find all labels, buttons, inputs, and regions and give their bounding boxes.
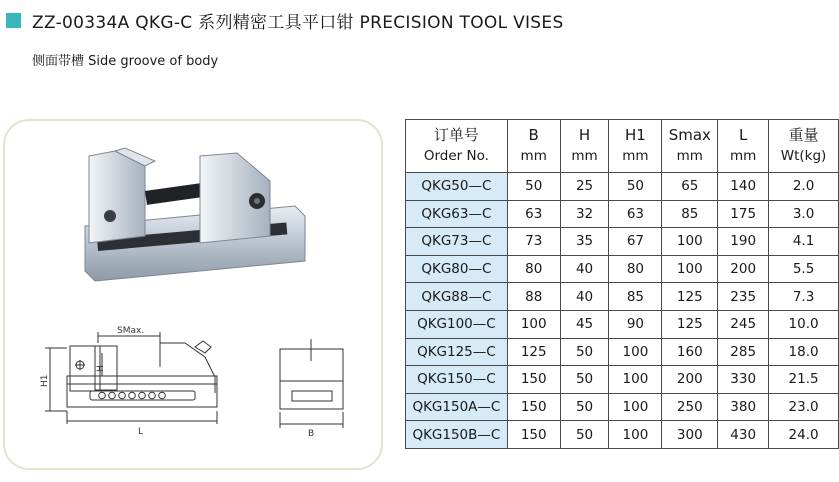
header-order-no: 订单号 Order No. [406,120,508,173]
table-cell: 4.1 [769,228,839,256]
table-cell: 24.0 [769,421,839,449]
h1-dim-label: H1 [40,374,50,387]
table-cell: 25 [560,173,609,201]
table-cell: 35 [560,228,609,256]
table-cell: 50 [560,393,609,421]
table-cell: 235 [718,283,769,311]
header-weight: 重量 Wt(kg) [769,120,839,173]
table-cell: 21.5 [769,366,839,394]
h-dim-label: H [96,365,106,372]
smax-dim-label: SMax. [117,326,145,336]
table-cell: 200 [662,366,718,394]
vise-photo [85,148,305,281]
table-row [406,173,839,201]
table-cell: 245 [718,310,769,338]
vise-illustration [5,121,381,468]
table-cell: 3.0 [769,200,839,228]
table-cell: 125 [662,310,718,338]
order-code-cell: QKG125—C [406,338,508,366]
table-row [406,393,839,421]
table-row [406,366,839,394]
table-cell: 50 [609,173,662,201]
table-cell: 2.0 [769,173,839,201]
table-cell: 100 [609,338,662,366]
table-cell: 125 [662,283,718,311]
table-cell: 100 [609,421,662,449]
table-row [406,283,839,311]
table-cell: 23.0 [769,393,839,421]
table-row [406,310,839,338]
table-cell: 50 [507,173,560,201]
spec-table [405,119,839,449]
order-code-cell: QKG88—C [406,283,508,311]
table-cell: 32 [560,200,609,228]
table-cell: 65 [662,173,718,201]
table-cell: 160 [662,338,718,366]
order-code-cell: QKG100—C [406,310,508,338]
table-cell: 300 [662,421,718,449]
table-cell: 67 [609,228,662,256]
table-cell: 18.0 [769,338,839,366]
page-title: ZZ-00334A QKG-C 系列精密工具平口钳 PRECISION TOOL VISES [32,12,564,33]
table-row [406,338,839,366]
table-row [406,200,839,228]
table-cell: 100 [609,393,662,421]
order-code-cell: QKG150A—C [406,393,508,421]
table-cell: 140 [718,173,769,201]
table-cell: 63 [609,200,662,228]
table-cell: 45 [560,310,609,338]
table-cell: 85 [662,200,718,228]
header-h1: H1 mm [609,120,662,173]
table-cell: 50 [560,421,609,449]
table-cell: 100 [609,366,662,394]
table-cell: 7.3 [769,283,839,311]
front-view-drawing [45,332,217,424]
order-code-cell: QKG73—C [406,228,508,256]
table-cell: 40 [560,255,609,283]
table-cell: 330 [718,366,769,394]
table-row [406,421,839,449]
table-cell: 73 [507,228,560,256]
table-cell: 10.0 [769,310,839,338]
header-h: H mm [560,120,609,173]
order-code-cell: QKG50—C [406,173,508,201]
table-cell: 430 [718,421,769,449]
table-cell: 50 [560,366,609,394]
table-row [406,255,839,283]
table-row [406,228,839,256]
table-cell: 80 [609,255,662,283]
table-header-row [406,120,839,173]
table-cell: 100 [662,255,718,283]
table-cell: 40 [560,283,609,311]
order-code-cell: QKG80—C [406,255,508,283]
page-subtitle: 侧面带槽 Side groove of body [32,54,219,69]
table-cell: 150 [507,366,560,394]
table-cell: 150 [507,393,560,421]
title-marker [6,13,21,28]
table-cell: 285 [718,338,769,366]
b-dim-label: B [308,429,315,439]
title-row [6,8,564,32]
table-cell: 125 [507,338,560,366]
table-cell: 90 [609,310,662,338]
l-dim-label: L [138,427,144,437]
side-view-drawing [280,339,343,428]
table-cell: 50 [560,338,609,366]
order-code-cell: QKG150B—C [406,421,508,449]
header-b: B mm [507,120,560,173]
order-code-cell: QKG63—C [406,200,508,228]
table-cell: 380 [718,393,769,421]
table-cell: 5.5 [769,255,839,283]
header-smax: Smax mm [662,120,718,173]
table-cell: 200 [718,255,769,283]
table-cell: 150 [507,421,560,449]
table-cell: 63 [507,200,560,228]
header-l: L mm [718,120,769,173]
table-cell: 100 [507,310,560,338]
table-cell: 88 [507,283,560,311]
product-image-panel [3,119,383,470]
table-cell: 80 [507,255,560,283]
table-cell: 190 [718,228,769,256]
table-cell: 85 [609,283,662,311]
table-cell: 250 [662,393,718,421]
table-cell: 175 [718,200,769,228]
table-cell: 100 [662,228,718,256]
order-code-cell: QKG150—C [406,366,508,394]
